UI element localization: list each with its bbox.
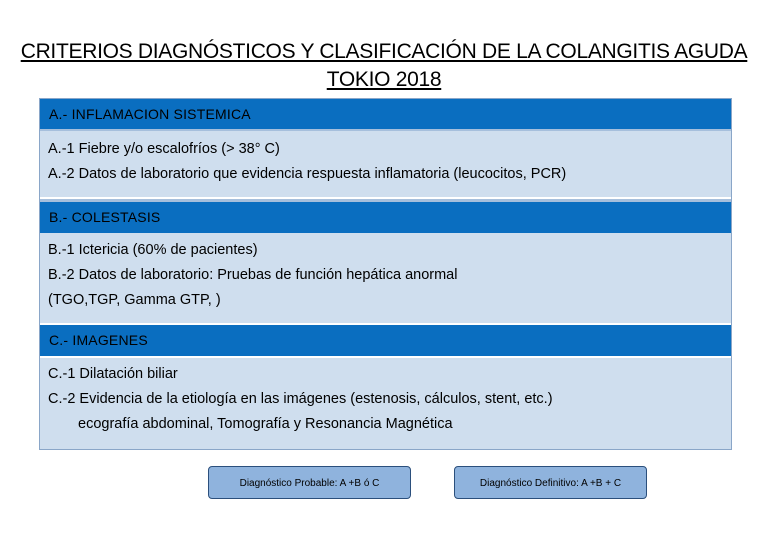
criterion-c2-continued: ecografía abdominal, Tomografía y Resonancia Magnética <box>78 416 453 432</box>
page-title: CRITERIOS DIAGNÓSTICOS Y CLASIFICACIÓN DE LA COLANGITIS AGUDA <box>20 40 748 63</box>
section-heading-imagenes: C.- IMAGENES <box>40 325 731 356</box>
section-heading-inflamacion: A.- INFLAMACION SISTEMICA <box>40 99 731 129</box>
section-body-imagenes <box>40 358 731 449</box>
criteria-table <box>39 98 732 450</box>
diagnostico-definitivo-button[interactable]: Diagnóstico Definitivo: A +B + C <box>454 466 647 499</box>
criterion-c2: C.-2 Evidencia de la etiología en las imágenes (estenosis, cálculos, stent, etc.) <box>48 391 553 407</box>
criterion-a1: A.-1 Fiebre y/o escalofríos (> 38° C) <box>48 141 280 157</box>
criterion-b1: B.-1 Ictericia (60% de pacientes) <box>48 242 258 258</box>
page-subtitle: TOKIO 2018 <box>326 68 442 91</box>
divider <box>40 197 731 199</box>
criterion-c1: C.-1 Dilatación biliar <box>48 366 178 382</box>
section-heading-colestasis: B.- COLESTASIS <box>40 202 731 233</box>
section-body-inflamacion <box>40 131 731 197</box>
criterion-b2-continued: (TGO,TGP, Gamma GTP, ) <box>48 292 221 308</box>
criterion-a2: A.-2 Datos de laboratorio que evidencia respuesta inflamatoria (leucocitos, PCR) <box>48 166 567 182</box>
section-body-colestasis <box>40 233 731 323</box>
criterion-b2: B.-2 Datos de laboratorio: Pruebas de función hepática anormal <box>48 267 458 283</box>
diagnostico-probable-button[interactable]: Diagnóstico Probable: A +B ó C <box>208 466 411 499</box>
